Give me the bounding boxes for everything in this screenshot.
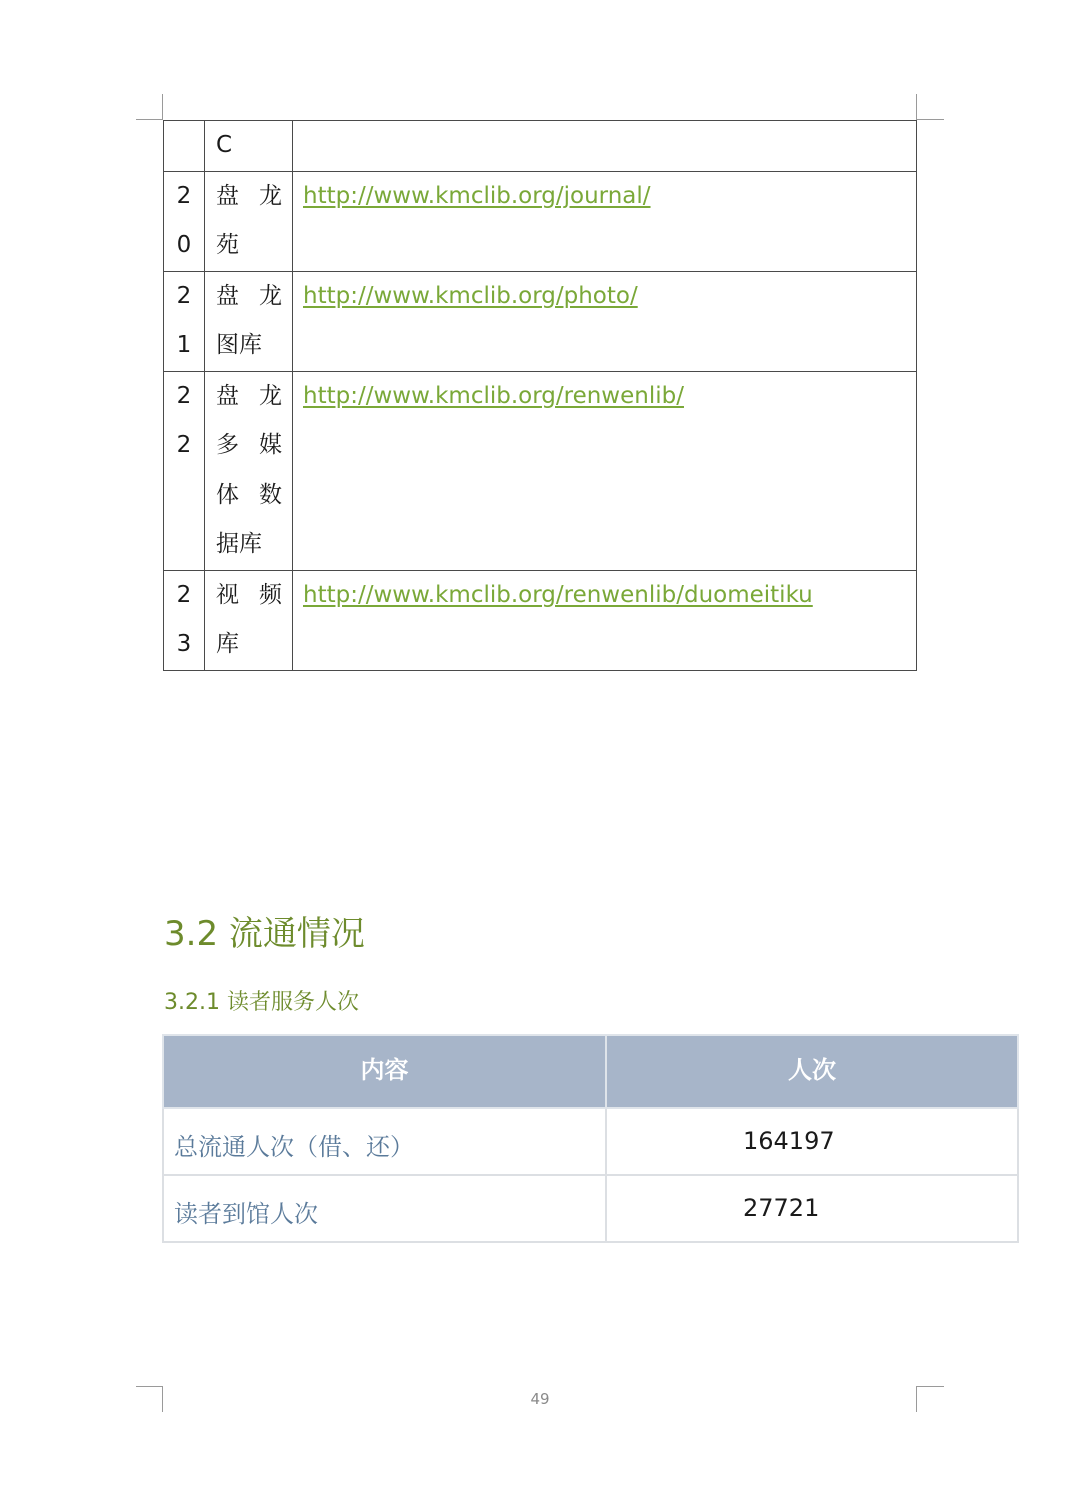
resource-name-line: 苑 [216, 232, 239, 258]
resource-name [205, 371, 293, 570]
header-content: 内容 [163, 1035, 606, 1108]
table-row [164, 171, 917, 271]
crop-mark-bottom-left-h [136, 1386, 163, 1387]
resource-name-line: 图库 [216, 332, 262, 358]
row-number: 2 1 [164, 271, 205, 371]
resource-name-line: 体 数 [216, 481, 282, 508]
table-row [163, 1175, 1018, 1242]
row-number [164, 121, 205, 172]
header-count: 人次 [606, 1035, 1018, 1108]
crop-mark-bottom-right-h [917, 1386, 944, 1387]
table-row [164, 271, 917, 371]
resource-name-line: 盘 龙 [216, 282, 282, 309]
crop-mark-top-left-h [136, 119, 163, 120]
row-value: 27721 [606, 1175, 1018, 1242]
resource-name-line: 盘 龙 [216, 182, 282, 209]
reader-service-table [162, 1034, 1019, 1243]
row-number: 2 0 [164, 171, 205, 271]
resource-name [205, 271, 293, 371]
resource-name-line: 视 频 [216, 581, 282, 608]
table-row [163, 1108, 1018, 1175]
row-label: 总流通人次（借、还） [163, 1108, 606, 1175]
page-number: 49 [530, 1390, 550, 1408]
resource-url-link[interactable]: http://www.kmclib.org/photo/ [303, 282, 638, 309]
resource-url-link[interactable]: http://www.kmclib.org/journal/ [303, 182, 651, 209]
table-row [164, 570, 917, 670]
resource-url-link[interactable]: http://www.kmclib.org/renwenlib/ [303, 382, 684, 409]
resource-name-line: 库 [216, 631, 239, 657]
crop-mark-top-right-v [916, 94, 917, 120]
resource-name [205, 570, 293, 670]
table-row [164, 121, 917, 172]
resource-url-cell [293, 171, 917, 271]
resource-name [205, 171, 293, 271]
row-value: 164197 [606, 1108, 1018, 1175]
row-number: 2 2 [164, 371, 205, 570]
resource-links-table [163, 120, 917, 671]
resource-url-cell [293, 371, 917, 570]
resource-name-line: 多 媒 [216, 432, 282, 458]
crop-mark-top-right-h [917, 119, 944, 120]
resource-url-link[interactable]: http://www.kmclib.org/renwenlib/duomeitiku [303, 581, 813, 608]
resource-name-line: 盘 龙 [216, 382, 282, 409]
resource-links-body [164, 121, 917, 671]
resource-name-line: C [216, 132, 233, 158]
resource-name [205, 121, 293, 172]
resource-url-cell [293, 271, 917, 371]
resource-url-cell [293, 121, 917, 172]
row-label: 读者到馆人次 [163, 1175, 606, 1242]
section-heading: 3.2 流通情况 [164, 914, 365, 954]
resource-name-line: 据库 [216, 531, 262, 557]
crop-mark-top-left-v [162, 94, 163, 120]
row-number: 2 3 [164, 570, 205, 670]
stats-header-row [163, 1035, 1018, 1108]
resource-url-cell [293, 570, 917, 670]
subsection-heading: 3.2.1 读者服务人次 [164, 990, 359, 1015]
table-row [164, 371, 917, 570]
